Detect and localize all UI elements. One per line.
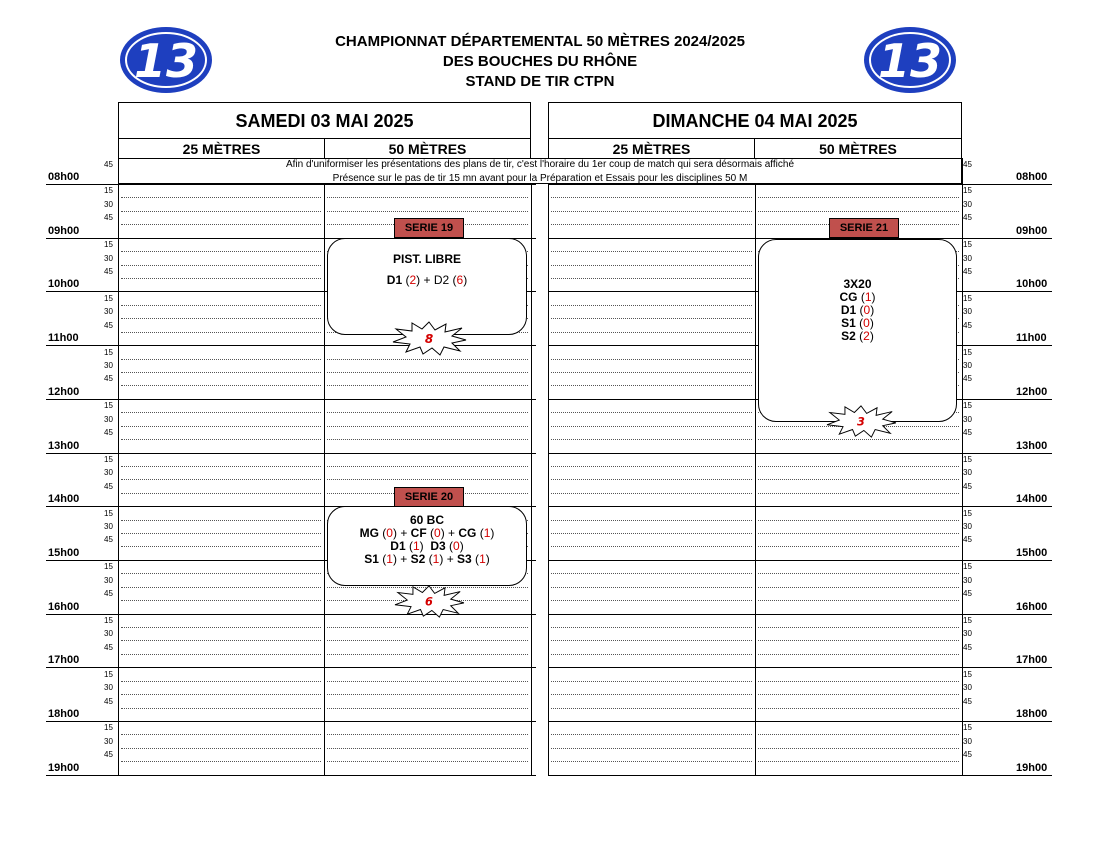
quarter-label-left: 45 [104,428,113,437]
quarter-label-left: 45 [104,320,113,330]
logo-13-right [862,25,958,95]
hour-label-right: 18h00 [1016,708,1048,720]
hour-label-left: 14h00 [48,493,80,506]
quarter-label-left: 45 [104,160,113,169]
count-s1: 1 [386,552,393,566]
quarter-line [551,466,752,467]
quarter-label-right: 30 [963,522,972,531]
quarter-line [121,681,321,682]
event-title: 3X20 [843,277,872,291]
quarter-line [121,385,321,386]
hour-label-left: 16h00 [48,600,80,613]
quarter-line [551,439,752,440]
quarter-label-left: 15 [104,347,113,357]
quarter-line [121,600,321,601]
hour-label-right: 19h00 [1016,761,1048,774]
quarter-label-left: 45 [104,213,113,223]
quarter-line [758,734,959,735]
quarter-line [551,412,752,413]
hour-label-right: 10h00 [1016,278,1048,291]
quarter-line [327,466,528,467]
quarter-line [121,305,321,306]
quarter-line [551,734,752,735]
count-s2: 2 [863,329,870,343]
quarter-label-left: 15 [104,454,113,464]
hour-line [46,399,536,400]
hour-line [548,775,1052,776]
quarter-line [551,265,752,266]
quarter-label-left: 45 [104,750,113,760]
quarter-label-left: 45 [104,266,113,276]
hour-label-right: 15h00 [1016,546,1048,559]
quarter-line [121,224,321,225]
class-cf: CF [410,526,427,540]
quarter-line [327,412,528,413]
quarter-line [327,761,528,762]
quarter-line [327,734,528,735]
hour-label-right: 09h00 [1016,224,1048,237]
quarter-label-left: 45 [104,535,113,545]
hour-label-right: 13h00 [1016,439,1048,452]
quarter-label-left: 15 [104,240,113,250]
hour-label-left: 12h00 [48,385,80,398]
quarter-label-right: 45 [963,374,972,384]
quarter-label-right: 30 [963,253,972,263]
class-s1: S1 [841,316,856,330]
quarter-line [121,372,321,373]
quarter-line [551,573,752,574]
hour-line [548,667,1052,668]
total-count: 8 [424,332,434,346]
quarter-line [121,359,321,360]
quarter-label-right: 45 [963,266,972,276]
quarter-line [758,466,959,467]
paren: ) [416,273,421,287]
col-sat-50m: 50 MÈTRES [324,138,531,159]
quarter-line [551,708,752,709]
count-s3: 1 [479,552,486,566]
quarter-label-right: 15 [963,454,972,464]
quarter-line [121,546,321,547]
quarter-line [121,332,321,333]
column-divider [548,158,549,775]
quarter-label-left: 30 [104,468,113,478]
quarter-line [758,627,959,628]
quarter-line [121,318,321,319]
hour-line [46,453,536,454]
hour-label-right: 11h00 [1016,332,1047,345]
quarter-label-right: 45 [963,750,972,760]
quarter-line [121,265,321,266]
quarter-line [758,600,959,601]
title-line-2: DES BOUCHES DU RHÔNE [442,53,638,70]
hour-line [548,453,1052,454]
event-serie-21: 3X20 CG (1) D1 (0) S1 (0) S2 (2) [758,239,957,422]
class-s3: S3 [457,552,472,566]
column-divider [118,158,119,775]
quarter-line [327,197,528,198]
day-header-sunday: DIMANCHE 04 MAI 2025 [548,102,962,138]
quarter-label-left: 45 [104,696,113,706]
class-cg: CG [839,290,858,304]
quarter-line [551,305,752,306]
quarter-line [121,694,321,695]
paren: ( [402,273,410,287]
class-s2: S2 [410,552,426,566]
quarter-line [551,627,752,628]
quarter-label-right: 30 [963,414,972,424]
quarter-line [121,439,321,440]
hour-label-right: 17h00 [1016,654,1048,667]
quarter-label-left: 15 [104,669,113,679]
quarter-line [327,748,528,749]
hour-label-left: 13h00 [48,439,80,452]
quarter-label-right: 15 [963,293,972,303]
quarter-line [758,587,959,588]
quarter-label-right: 45 [963,642,972,652]
count-d3: 0 [453,539,460,553]
quarter-label-left: 15 [104,186,113,196]
quarter-line [551,533,752,534]
event-serie-20: 60 BC MG (0) + CF (0) + CG (1) D1 (1) D3 (0) S1 (1) + S2 (1) + S3 (1) [327,506,527,586]
quarter-label-left: 45 [104,589,113,599]
count-cg: 1 [864,290,872,304]
event-title: PIST. LIBRE [392,252,461,266]
count-cg: 1 [483,526,491,540]
quarter-line [551,224,752,225]
quarter-label-left: 30 [104,414,113,424]
quarter-line [121,708,321,709]
quarter-line [758,211,959,212]
hour-label-left: 17h00 [48,654,80,667]
quarter-label-right: 15 [963,347,972,357]
plus: + [420,273,434,287]
quarter-line [121,627,321,628]
notice-line-2: Présence sur le pas de tir 15 mn avant pour la Préparation et Essais pour les disciplines 50 M [332,173,748,184]
quarter-line [121,520,321,521]
quarter-line [551,359,752,360]
quarter-label-left: 15 [104,723,113,733]
quarter-line [121,251,321,252]
class-cg: CG [458,526,477,540]
quarter-label-right: 15 [963,186,972,196]
quarter-label-left: 30 [104,522,113,531]
col-sun-25m: 25 MÈTRES [548,138,755,159]
hour-line [548,614,1052,615]
hour-label-right: 16h00 [1016,600,1048,613]
hour-label-left: 11h00 [48,332,79,345]
count-cf: 0 [434,526,441,540]
quarter-label-right: 45 [963,428,972,437]
quarter-line [758,694,959,695]
quarter-line [758,533,959,534]
quarter-label-right: 15 [963,508,972,518]
quarter-line [327,708,528,709]
quarter-line [551,748,752,749]
quarter-line [551,197,752,198]
quarter-label-left: 45 [104,642,113,652]
class-mg: MG [359,526,379,540]
class-d1: D1 [390,539,406,553]
event-title: 60 BC [409,513,444,527]
quarter-label-right: 30 [963,199,972,209]
quarter-label-right: 15 [963,240,972,250]
title-line-3: STAND DE TIR CTPN [465,73,615,90]
quarter-line [551,372,752,373]
quarter-label-right: 30 [963,683,972,693]
quarter-line [758,654,959,655]
quarter-label-right: 45 [963,320,972,330]
quarter-line [551,251,752,252]
quarter-line [121,466,321,467]
quarter-label-right: 15 [963,723,972,733]
quarter-line [551,600,752,601]
quarter-line [551,654,752,655]
col-sat-25m: 25 MÈTRES [118,138,325,159]
hour-label-left: 18h00 [48,708,80,720]
quarter-line [758,493,959,494]
column-divider [531,158,532,775]
count-s2: 1 [432,552,440,566]
quarter-line [551,520,752,521]
quarter-line [551,694,752,695]
quarter-line [327,385,528,386]
quarter-label-right: 30 [963,629,972,639]
hour-label-left: 15h00 [48,546,80,559]
quarter-line [758,640,959,641]
quarter-line [121,479,321,480]
count-burst-serie-19 [390,320,468,356]
quarter-label-left: 15 [104,401,113,411]
class-d2: D2 ( [433,273,457,287]
quarter-line [121,748,321,749]
serie-20-label: SERIE 20 [394,487,464,507]
notice-line-1: Afin d'uniformiser les présentations des plans de tir, c'est l'horaire du 1er coup de match qui sera désormais affiché [285,159,795,170]
quarter-line [327,211,528,212]
quarter-line [758,197,959,198]
count-burst-serie-21 [822,404,900,438]
quarter-line [121,197,321,198]
quarter-label-left: 30 [104,575,113,585]
column-divider [755,158,756,775]
hour-label-right: 14h00 [1016,493,1048,506]
quarter-label-left: 30 [104,736,113,746]
quarter-label-left: 45 [104,374,113,384]
quarter-line [758,708,959,709]
hour-line [46,775,536,776]
quarter-label-right: 15 [963,669,972,679]
quarter-label-right: 45 [963,535,972,545]
column-divider [962,158,963,775]
quarter-line [327,640,528,641]
quarter-line [758,439,959,440]
quarter-line [121,640,321,641]
quarter-line [758,573,959,574]
quarter-line [758,479,959,480]
quarter-label-left: 45 [104,481,113,491]
hour-line [548,721,1052,722]
quarter-label-right: 30 [963,307,972,317]
title-line-1: CHAMPIONNAT DÉPARTEMENTAL 50 MÈTRES 2024/2025 [335,33,745,50]
class-s1: S1 [364,552,379,566]
quarter-line [327,654,528,655]
class-d3: D3 [430,539,446,553]
hour-label-left: 08h00 [48,171,80,183]
quarter-label-right: 30 [963,736,972,746]
quarter-line [121,761,321,762]
quarter-line [551,587,752,588]
class-d1: D1 [386,273,403,287]
count-burst-serie-20 [390,584,468,618]
quarter-label-left: 15 [104,616,113,625]
quarter-label-left: 30 [104,629,113,639]
quarter-line [551,479,752,480]
quarter-label-left: 15 [104,293,113,303]
quarter-line [551,546,752,547]
quarter-line [121,278,321,279]
quarter-label-right: 30 [963,468,972,478]
quarter-line [551,211,752,212]
quarter-line [551,278,752,279]
logo-text: 13 [133,34,199,88]
quarter-line [121,654,321,655]
quarter-label-left: 30 [104,683,113,693]
quarter-line [327,439,528,440]
quarter-label-right: 15 [963,562,972,572]
quarter-line [327,426,528,427]
col-sun-50m: 50 MÈTRES [754,138,962,159]
class-d1: D1 [840,303,857,317]
quarter-line [551,761,752,762]
quarter-label-left: 30 [104,360,113,370]
total-count: 3 [857,414,865,429]
quarter-label-left: 30 [104,253,113,263]
quarter-line [551,332,752,333]
hour-line [548,506,1052,507]
quarter-line [121,493,321,494]
quarter-line [551,640,752,641]
hour-label-right: 12h00 [1016,385,1048,398]
count-mg: 0 [386,526,393,540]
quarter-line [551,318,752,319]
quarter-line [121,412,321,413]
class-s2: S2 [841,329,856,343]
serie-19-label: SERIE 19 [394,218,464,238]
quarter-line [758,761,959,762]
hour-line [46,721,536,722]
quarter-label-left: 30 [104,199,113,209]
quarter-line [551,385,752,386]
quarter-line [327,681,528,682]
quarter-line [121,211,321,212]
quarter-line [758,748,959,749]
quarter-label-right: 15 [963,401,972,411]
quarter-label-right: 30 [963,360,972,370]
quarter-line [121,426,321,427]
count-d1: 1 [412,539,420,553]
serie-21-label: SERIE 21 [829,218,899,238]
hour-line [548,560,1052,561]
quarter-line [327,359,528,360]
quarter-label-right: 45 [963,696,972,706]
total-count: 6 [425,594,433,609]
quarter-line [327,372,528,373]
quarter-label-left: 15 [104,508,113,518]
quarter-label-right: 45 [963,481,972,491]
quarter-label-right: 45 [963,160,972,169]
hour-label-left: 10h00 [48,278,80,291]
quarter-line [121,573,321,574]
count-d2: 6 [456,273,464,287]
logo-text: 13 [877,34,943,88]
hour-label-left: 19h00 [48,761,80,774]
quarter-label-right: 45 [963,589,972,599]
quarter-label-left: 15 [104,562,113,572]
quarter-line [551,493,752,494]
logo-13-left [118,25,214,95]
quarter-line [121,587,321,588]
quarter-line [758,546,959,547]
quarter-line [121,734,321,735]
quarter-line [121,533,321,534]
quarter-label-right: 30 [963,575,972,585]
count-d1: 2 [409,273,417,287]
quarter-line [758,520,959,521]
quarter-label-left: 30 [104,307,113,317]
quarter-line [551,426,752,427]
quarter-line [327,479,528,480]
hour-line [46,667,536,668]
quarter-label-right: 15 [963,616,972,625]
count-s1: 0 [863,316,870,330]
hour-label-left: 09h00 [48,224,80,237]
paren: ) [463,273,468,287]
quarter-line [551,681,752,682]
quarter-label-right: 45 [963,213,972,223]
quarter-line [327,694,528,695]
column-divider [324,158,325,775]
count-d1: 0 [863,303,871,317]
hour-label-right: 08h00 [1016,171,1048,183]
quarter-line [758,681,959,682]
day-header-saturday: SAMEDI 03 MAI 2025 [118,102,531,138]
quarter-line [327,627,528,628]
